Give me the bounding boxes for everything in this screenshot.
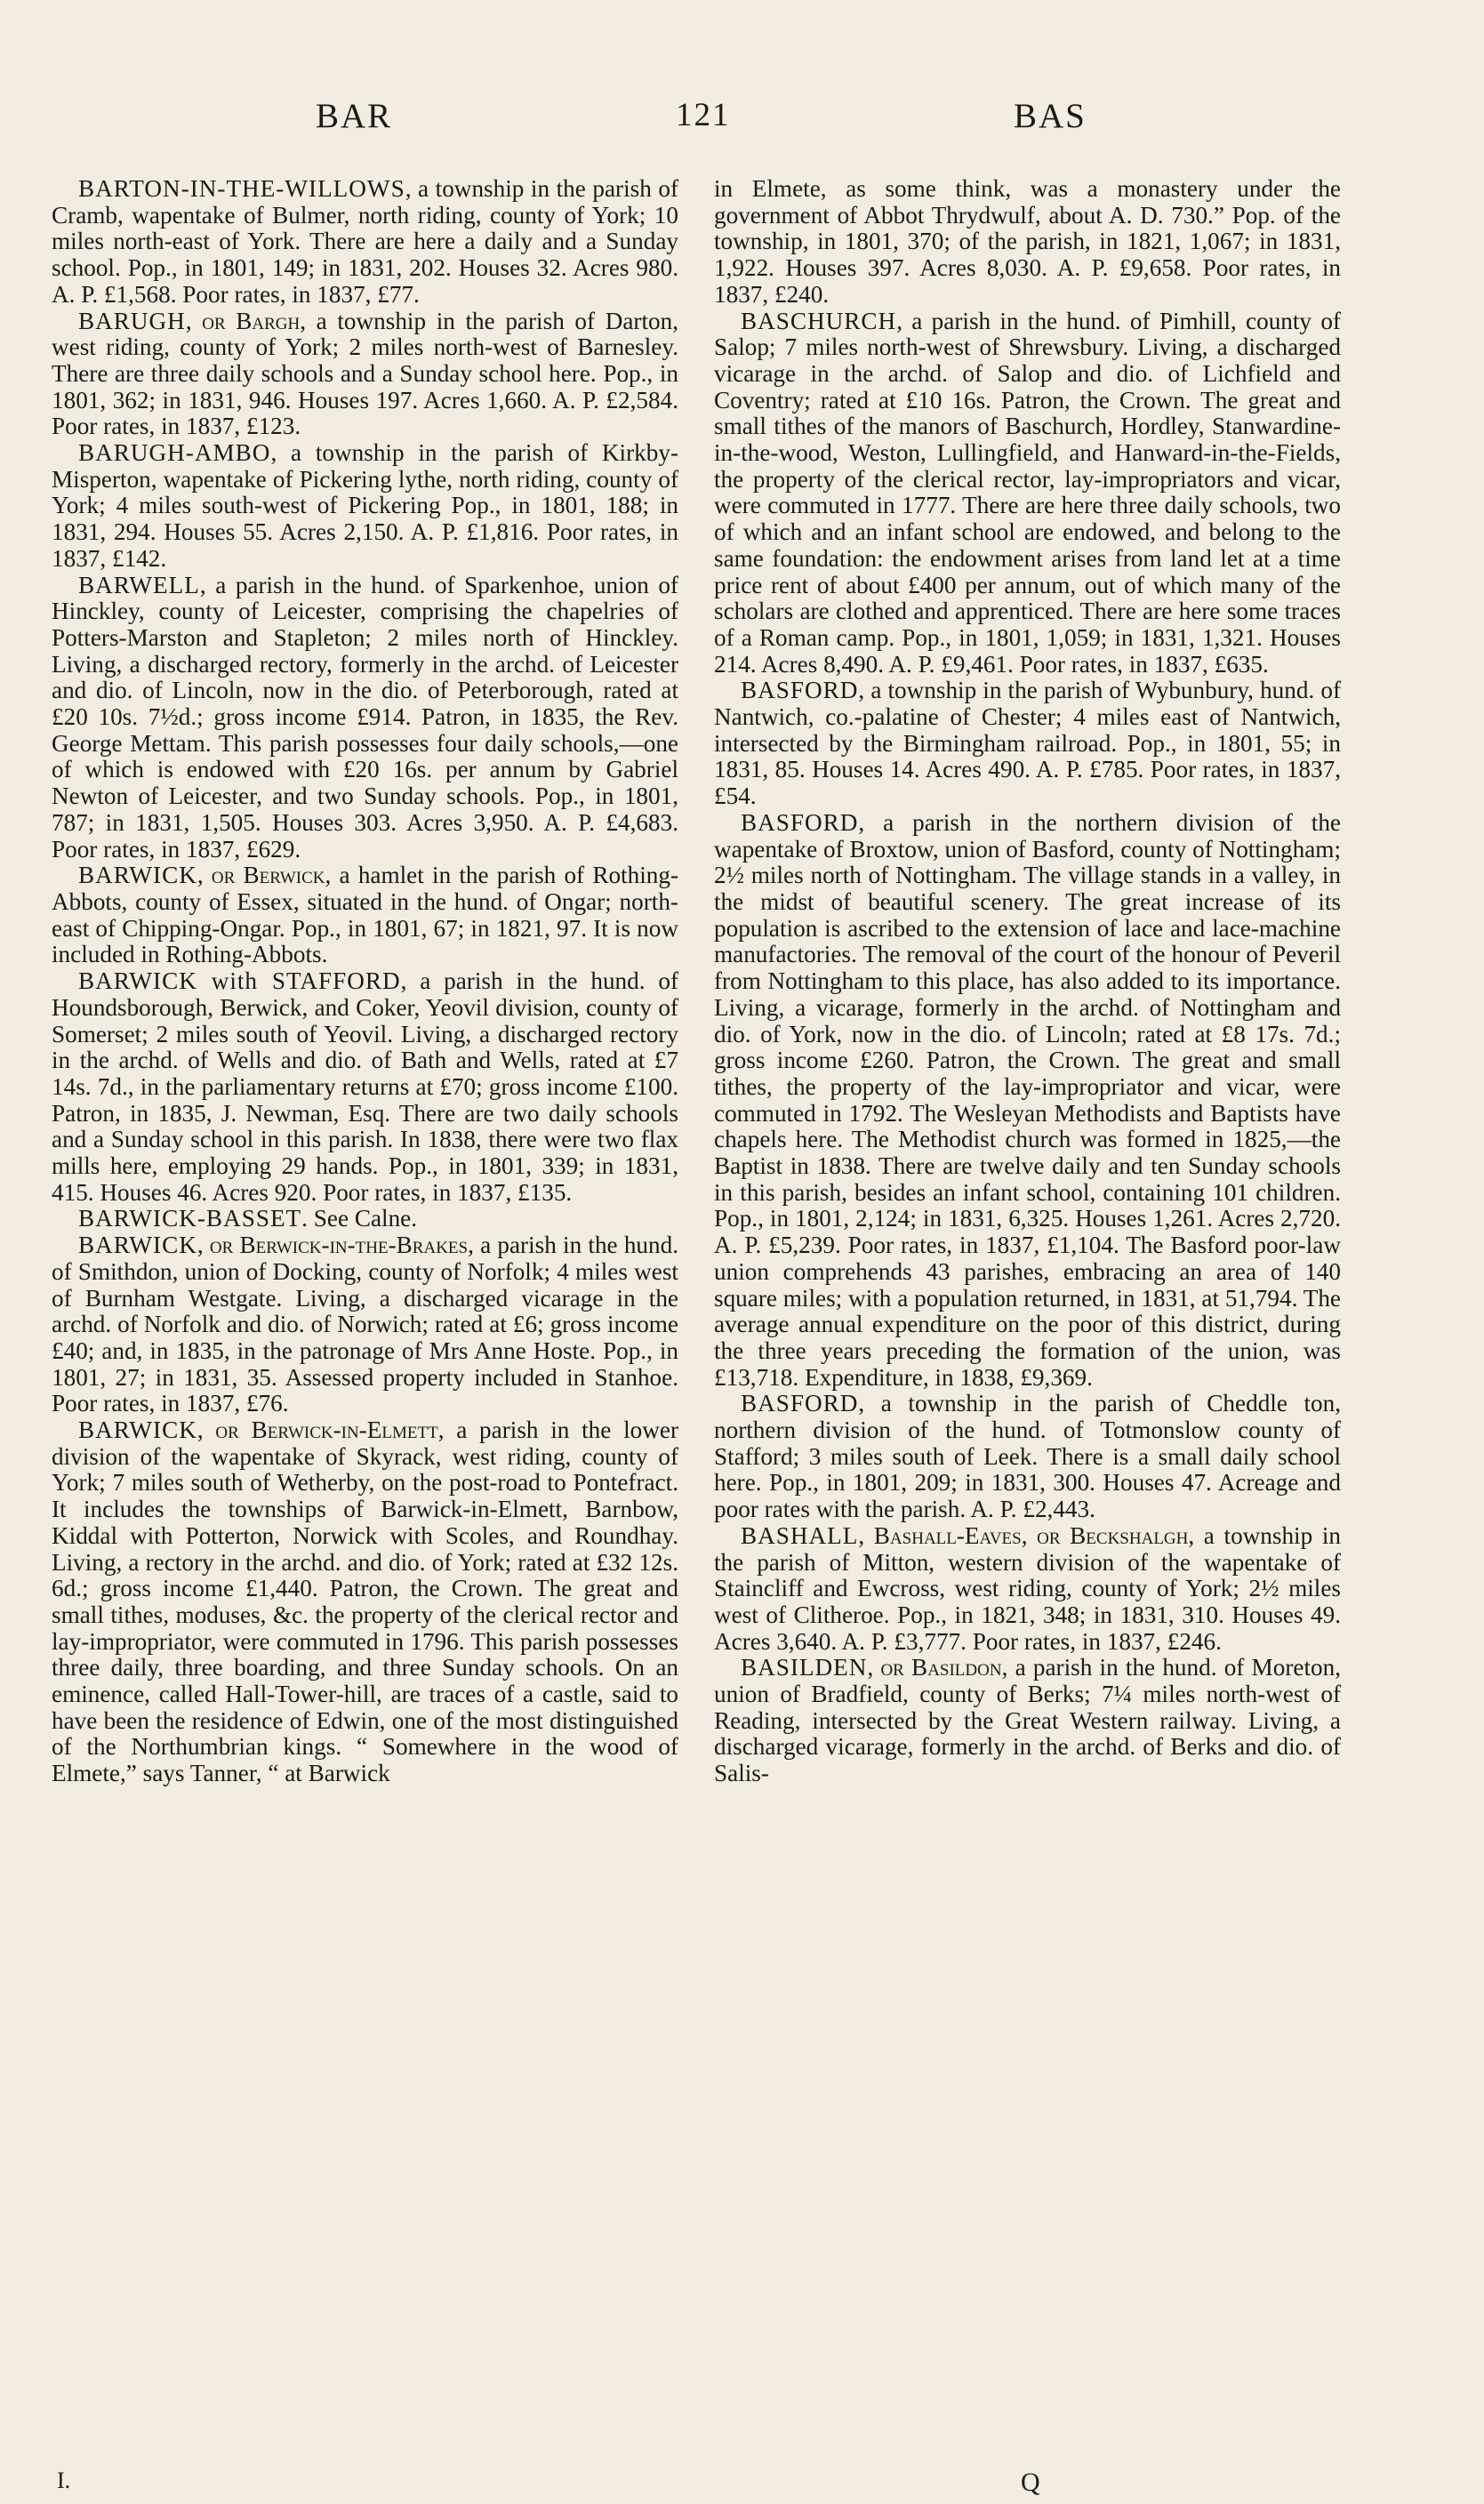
gazetteer-entry bbox=[714, 810, 1341, 1391]
gazetteer-entry bbox=[714, 678, 1341, 810]
text-column-left bbox=[52, 176, 678, 1787]
entry-headword: BASCHURCH bbox=[741, 307, 897, 334]
gazetteer-entry bbox=[52, 863, 678, 968]
entry-variant: , or Bargh bbox=[185, 307, 301, 334]
entry-headword: BARWICK bbox=[78, 1417, 197, 1444]
entry-text: , a parish in the hund. of Moreton, union of Bradfield, county of Berks; 7¼ miles north-west of Reading, intersected by the Great Western railway. Living, a discharged vicarage, formerly in the archd. of Berks and dio. of Salis- bbox=[714, 1654, 1341, 1787]
entry-variant: , or Basildon bbox=[867, 1654, 1002, 1681]
gazetteer-entry bbox=[714, 1655, 1341, 1787]
entry-text: , a township in the parish of Cheddle ton, northern division of the hund. of Totmonslow county of Stafford; 3 miles south of Leek. There is a small daily school here. Pop., in 1801, 209; in 1831, 300. Houses 47. Acreage and poor rates with the parish. A. P. £2,443. bbox=[714, 1390, 1341, 1523]
gazetteer-entry bbox=[714, 1391, 1341, 1523]
entry-variant: , Bashall-Eaves, or Beckshalgh bbox=[858, 1521, 1189, 1549]
entry-headword: BARWELL bbox=[78, 571, 200, 598]
entry-text: , a township in the parish of Wybunbury, hund. of Nantwich, co.-palatine of Chester; 4 miles east of Nantwich, intersected by the Birmingham railroad. Pop., in 1801, 55; in 1831, 85. Houses 14. Acres 490. A. P. £785. Poor rates, in 1837, £54. bbox=[714, 677, 1341, 810]
entry-headword: BARTON-IN-THE-WILLOWS bbox=[78, 175, 405, 202]
gazetteer-entry bbox=[714, 309, 1341, 678]
entry-text: , a parish in the hund. of Smithdon, union of Docking, county of Norfolk; 4 miles west of Burnham Westgate. Living, a discharged vicarage in the archd. of Norfolk and dio. of Norwich; rated at £6; gross income £40; and, in 1835, in the patronage of Mrs Anne Hoste. Pop., in 1801, 27; in 1831, 35. Assessed property included in Stanhoe. Poor rates, in 1837, £76. bbox=[52, 1232, 678, 1417]
entry-headword: BARWICK-BASSET bbox=[78, 1205, 302, 1232]
entry-variant: , or Berwick-in-the-Brakes bbox=[197, 1232, 469, 1259]
text-column-right bbox=[714, 176, 1341, 1787]
entry-headword: BARUGH-AMBO bbox=[78, 439, 271, 467]
gazetteer-entry bbox=[714, 1523, 1341, 1656]
entry-text: , a township in the parish of Kirkby-Misperton, wapentake of Pickering lythe, north riding, county of York; 4 miles south-west of Pickering Pop., in 1801, 188; in 1831, 294. Houses 55. Acres 2,150. A. P. £1,816. Poor rates, in 1837, £142. bbox=[52, 439, 678, 572]
sheet-mark: Q bbox=[1021, 2468, 1040, 2497]
entry-headword: BASFORD bbox=[741, 808, 859, 836]
page-number: 121 bbox=[676, 97, 731, 133]
entry-text: , a parish in the hund. of Houndsborough, Berwick, and Coker, Yeovil division, county of Somerset; 2 miles south of Yeovil. Living, a discharged rectory in the archd. of Wells and dio. of Bath and Wells, rated at £7 14s. 7d., in the parliamentary returns at £70; gross income £100. Patron, in 1835, J. Newman, Esq. There are two daily schools and a Sunday school in this parish. In 1838, there were two flax mills here, employing 29 hands. Pop., in 1801, 339; in 1831, 415. Houses 46. Acres 920. Poor rates, in 1837, £135. bbox=[52, 967, 678, 1206]
gazetteer-entry bbox=[714, 176, 1341, 309]
entry-variant: , or Berwick-in-Elmett bbox=[197, 1417, 438, 1444]
entry-headword: BASFORD bbox=[741, 1390, 859, 1417]
entry-text: . See Calne. bbox=[301, 1205, 418, 1232]
entry-variant: , or Berwick bbox=[197, 862, 325, 889]
running-head-right: BAS bbox=[1014, 97, 1087, 135]
entry-text: , a township in the parish of Cramb, wapentake of Bulmer, north riding, county of York; 10 miles north-east of York. There are here a daily and a Sunday school. Pop., in 1801, 149; in 1831, 202. Houses 32. Acres 980. A. P. £1,568. Poor rates, in 1837, £77. bbox=[52, 175, 678, 308]
entry-text: in Elmete, as some think, was a monastery under the government of Abbot Thrydwulf, about A. D. 730.” Pop. of the township, in 1801, 370; of the parish, in 1821, 1,067; in 1831, 1,922. Houses 397. Acres 8,030. A. P. £9,658. Poor rates, in 1837, £240. bbox=[714, 175, 1341, 308]
entry-headword: BARWICK bbox=[78, 862, 197, 889]
entry-headword: BASILDEN bbox=[741, 1654, 868, 1681]
entry-text: , a parish in the lower division of the wapentake of Skyrack, west riding, county of York; 7 miles south of Wetherby, on the post-road to Pontefract. It includes the townships of Barwick-in-Elmett, Barnbow, Kiddal with Potterton, Norwick with Scoles, and Roundhay. Living, a rectory in the archd. and dio. of York; rated at £32 12s. 6d.; gross income £1,440. Patron, the Crown. The great and small tithes, moduses, &c. the property of the clerical rector and lay-impropriator, were commuted in 1796. This parish possesses three daily, three boarding, and three Sunday schools. On an eminence, called Hall-Tower-hill, are traces of a castle, said to have been the residence of Edwin, one of the most distinguished of the Northumbrian kings. “ Somewhere in the wood of Elmete,” says Tanner, “ at Barwick bbox=[52, 1417, 678, 1787]
entry-headword: BARWICK with STAFFORD bbox=[78, 967, 401, 995]
entry-headword: BASHALL bbox=[741, 1521, 859, 1549]
entry-text: , a township in the parish of Mitton, western division of the wapentake of Staincliff and Ewcross, west riding, county of York; 2½ miles west of Clitheroe. Pop., in 1821, 348; in 1831, 310. Houses 49. Acres 3,640. A. P. £3,777. Poor rates, in 1837, £246. bbox=[714, 1521, 1341, 1655]
entry-headword: BARUGH bbox=[78, 307, 186, 334]
gazetteer-entry bbox=[52, 1206, 678, 1232]
entry-headword: BARWICK bbox=[78, 1232, 197, 1259]
gazetteer-entry bbox=[52, 1232, 678, 1417]
entry-text: , a parish in the hund. of Sparkenhoe, union of Hinckley, county of Leicester, comprising the chapelries of Potters-Marston and Stapleton; 2 miles north of Hinckley. Living, a discharged rectory, formerly in the archd. of Leicester and dio. of Lincoln, now in the dio. of Peterborough, rated at £20 10s. 7½d.; gross income £914. Patron, in 1835, the Rev. George Mettam. This parish possesses four daily schools,—one of which is endowed with £20 16s. per annum by Gabriel Newton of Leicester, and two Sunday schools. Pop., in 1801, 787; in 1831, 1,505. Houses 303. Acres 3,950. A. P. £4,683. Poor rates, in 1837, £629. bbox=[52, 571, 678, 863]
gazetteer-entry bbox=[52, 968, 678, 1206]
entry-text: , a parish in the northern division of the wapentake of Broxtow, union of Basford, county of Nottingham; 2½ miles north of Nottingham. The village stands in a valley, in the midst of beautiful scenery. The great increase of its population is ascribed to the extension of lace and lace-machine manufactories. The removal of the court of the honour of Peveril from Nottingham to this place, has also added to its importance. Living, a vicarage, formerly in the archd. of Nottingham and dio. of York, now in the dio. of Lincoln; rated at £8 17s. 7d.; gross income £260. Patron, the Crown. The great and small tithes, the property of the lay-impropriator and vicar, were commuted in 1792. The Wesleyan Methodists and Baptists have chapels here. The Methodist church was formed in 1825,—the Baptist in 1838. There are twelve daily and ten Sunday schools in this parish, besides an infant school, containing 101 children. Pop., in 1801, 2,124; in 1831, 6,325. Houses 1,261. Acres 2,720. A. P. £5,239. Poor rates, in 1837, £1,104. The Basford poor-law union comprehends 43 parishes, embracing an area of 140 square miles; with a population returned, in 1831, at 51,794. The average annual expenditure on the poor of this district, during the three years preceding the formation of the union, was £13,718. Expenditure, in 1838, £9,369. bbox=[714, 808, 1341, 1391]
entry-headword: BASFORD bbox=[741, 677, 859, 704]
gazetteer-entry bbox=[52, 440, 678, 573]
entry-text: , a parish in the hund. of Pimhill, county of Salop; 7 miles north-west of Shrewsbury. Living, a discharged vicarage in the archd. of Salop and dio. of Lichfield and Coventry; rated at £10 16s. Patron, the Crown. The great and small tithes of the manors of Baschurch, Hordley, Stanwardine-in-the-wood, Weston, Lullingfield, and Hanward-in-the-Fields, the property of the clerical rector, lay-impropriators and vicar, were commuted in 1777. There are here three daily schools, two of which and an infant school are endowed, and belong to the same foundation: the endowment arises from land let at a time price rent of about £400 per annum, out of which many of the scholars are clothed and apprenticed. There are here some traces of a Roman camp. Pop., in 1801, 1,059; in 1831, 1,321. Houses 214. Acres 8,490. A. P. £9,461. Poor rates, in 1837, £635. bbox=[714, 307, 1341, 678]
entry-text: , a township in the parish of Darton, west riding, county of York; 2 miles north-west of Barnesley. There are three daily schools and a Sunday school here. Pop., in 1801, 362; in 1831, 946. Houses 197. Acres 1,660. A. P. £2,584. Poor rates, in 1837, £123. bbox=[52, 307, 678, 440]
gazetteer-entry bbox=[52, 1417, 678, 1787]
entry-text: , a hamlet in the parish of Rothing-Abbots, county of Essex, situated in the hund. of Ongar; north-east of Chipping-Ongar. Pop., in 1801, 67; in 1821, 97. It is now included in Rothing-Abbots. bbox=[52, 862, 678, 968]
gazetteer-entry bbox=[52, 573, 678, 863]
signature-mark: I. bbox=[57, 2468, 71, 2493]
gazetteer-entry bbox=[52, 176, 678, 309]
gazetteer-entry bbox=[52, 309, 678, 441]
running-head-left: BAR bbox=[316, 97, 393, 135]
